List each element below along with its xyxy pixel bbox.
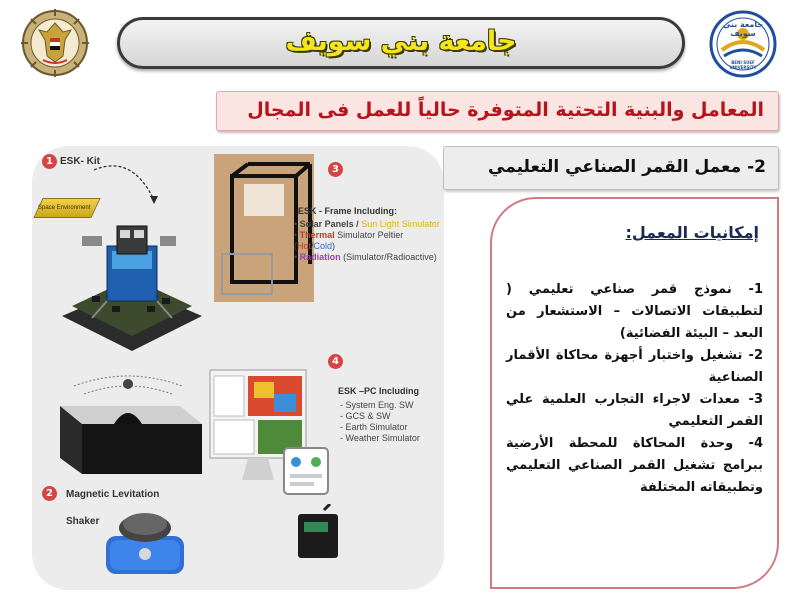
title-banner [117,17,685,69]
egypt-emblem-logo [19,8,91,78]
capabilities-box [490,197,779,589]
university-logo-arabic: جامعة بني سويف [722,20,764,38]
university-logo-caption: BENI SUEF UNIVERSITY [729,60,757,70]
arrow-curve-icon [92,160,162,210]
capability-item: 2- تشغيل واختبار أجهزة محاكاة الأقمار الصناعية [506,348,763,385]
beni-suef-university-logo [708,10,778,78]
esk-kit-image [52,206,212,356]
ground-station-device-image [294,504,342,560]
magnetic-levitation-image [54,366,202,476]
item-4-heading: ESK –PC Including [338,386,420,396]
item-4-entry: - Weather Simulator [340,433,420,443]
lab-title-box [443,146,779,190]
space-environment-label: Space Environment [38,205,91,211]
lab-title: 2- معمل القمر الصناعي التعليمي [488,157,766,177]
capability-item: 4- وحدة المحاكاة للمحطة الأرضية ببرامج تشغيل القمر الصناعي التعليمي وتطبيقاته المختلفة [506,436,763,495]
item-2-label-line1: Magnetic Levitation [66,489,160,500]
item-1-number-badge: 1 [42,154,57,169]
capabilities-heading: إمكانيات المعمل: [625,223,759,242]
tablet-image [282,446,330,496]
item-3-number-badge: 3 [328,162,343,177]
capability-item: 3- معدات لاجراء التجارب العلمية علي القمر التعليمي [506,392,763,429]
item-4-entry: - System Eng. SW [340,400,414,410]
equipment-panel [32,146,444,590]
item-3-heading: ESK - Frame Including: [298,206,398,216]
item-3-thermal: • Thermal Simulator Peltier (Hot/Cold) [294,230,404,251]
page-title: جامعة بني سويف [285,26,517,57]
capabilities-list [506,279,763,499]
item-1-label: ESK- Kit [60,156,100,167]
item-2-number-badge: 2 [42,486,57,501]
item-4-list [340,400,440,444]
item-3-list [294,219,440,263]
item-3-radiation: • Radiation (Simulator/Radioactive) [294,252,437,262]
item-4-entry: - Earth Simulator [340,422,408,432]
capability-item: 1- نموذج قمر صناعي تعليمي ( لتطبيقات الاتصالات – الاستشعار من البعد – البيئة الفضائية) [506,282,763,341]
item-3-solar: • Solar Panels / Sun Light Simulator [294,219,440,229]
item-4-number-badge: 4 [328,354,343,369]
subtitle-box [216,91,779,131]
subtitle-text: المعامل والبنية التحتية المتوفرة حالياً للعمل فى المجال [247,99,764,121]
item-4-entry: - GCS & SW [340,411,391,421]
shaker-image [102,498,188,578]
item-2-label-line2: Shaker [66,516,100,527]
